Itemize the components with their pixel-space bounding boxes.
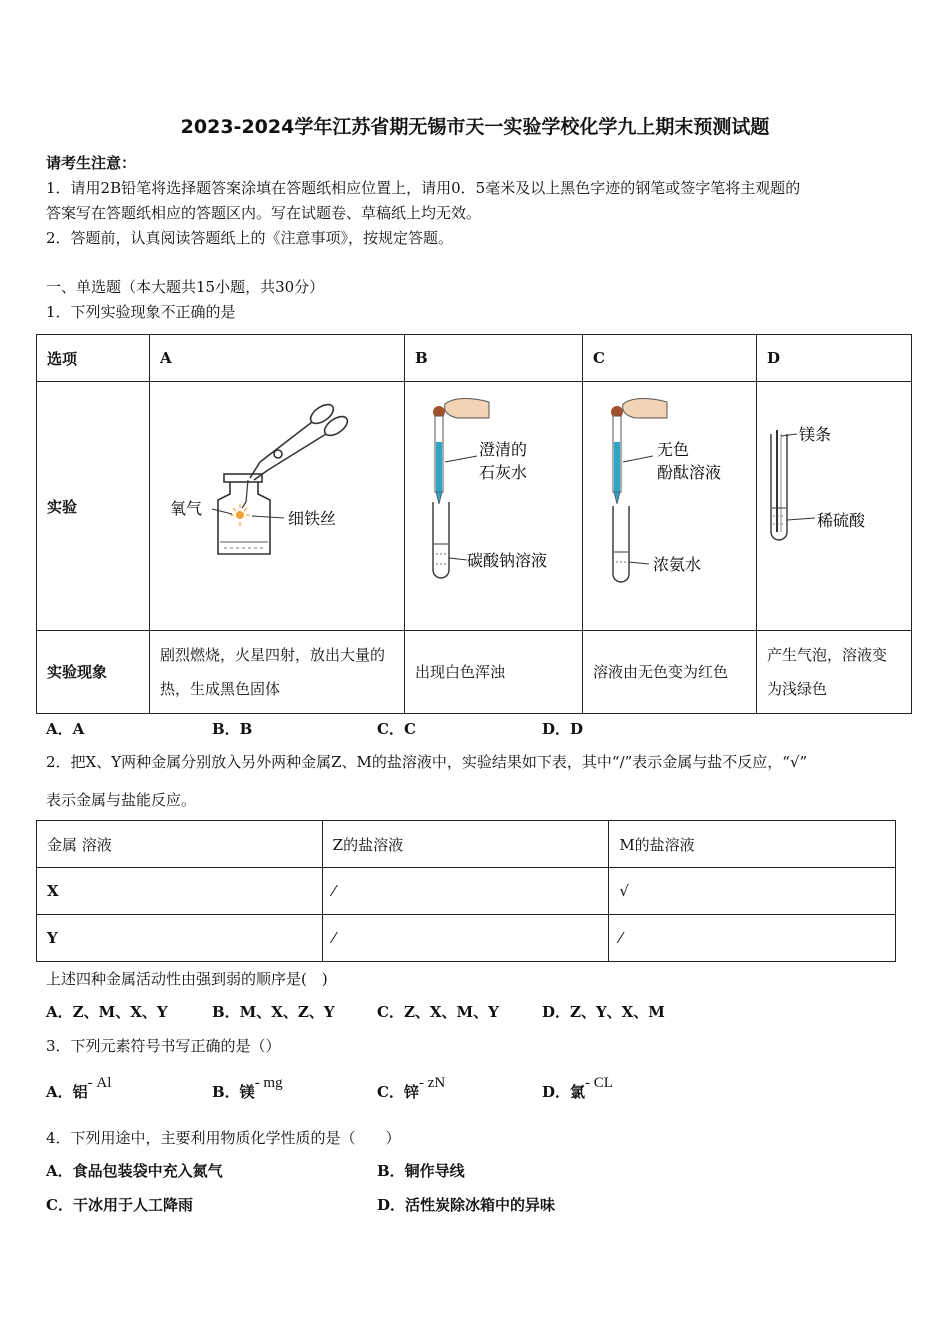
q2-cell-y-m: ⁄ — [609, 915, 896, 962]
q3-stem: 3．下列元素符号书写正确的是（） — [46, 1037, 281, 1055]
q2-cell-x-z: ⁄ — [322, 868, 609, 915]
q2-row-y-label: Y — [37, 915, 323, 962]
q1-header-a: A — [150, 335, 405, 382]
q2-stem-2: 表示金属与盐能反应。 — [46, 791, 197, 809]
page-title: 2023-2024学年江苏省期无锡市天一实验学校化学九上期末预测试题 — [180, 116, 770, 138]
q4-option-d: D．活性炭除冰箱中的异味 — [377, 1196, 556, 1214]
notice-line-3: 2．答题前，认真阅读答题纸上的《注意事项》，按规定答题。 — [46, 229, 454, 247]
notice-line-2: 答案写在答题纸相应的答题区内。写在试题卷、草稿纸上均无效。 — [46, 204, 482, 222]
q1-phenomenon-b: 出现白色浑浊 — [405, 631, 583, 714]
label-colorless: 无色 — [657, 440, 690, 459]
q1-row-phenomenon-label: 实验现象 — [37, 631, 150, 714]
q2-stem-1: 2．把X、Y两种金属分别放入另外两种金属Z、M的盐溶液中，实验结果如下表，其中“/”表示金属与盐不反应，“√” — [46, 753, 808, 771]
q4-option-c: C．干冰用于人工降雨 — [46, 1196, 193, 1214]
q1-table — [36, 334, 912, 714]
q3-symbol-c: - zN — [418, 1075, 446, 1091]
q1-phenomenon-c: 溶液由无色变为红色 — [583, 631, 757, 714]
label-oxygen: 氧气 — [170, 499, 203, 518]
q2-option-c: C．Z、X、M、Y — [377, 1003, 499, 1021]
q3-symbol-a: - Al — [87, 1075, 112, 1091]
label-dilute-sulfuric: 稀硫酸 — [817, 511, 866, 530]
q1-diagram-b — [405, 382, 583, 631]
q2-table — [36, 820, 896, 962]
q1-stem: 1．下列实验现象不正确的是 — [46, 303, 236, 321]
q2-option-b: B．M、X、Z、Y — [212, 1003, 335, 1021]
q2-header-z: Z的盐溶液 — [322, 821, 609, 868]
q1-header-d: D — [757, 335, 912, 382]
label-phenolphthalein: 酚酞溶液 — [657, 463, 722, 482]
q1-phenomenon-a: 剧烈燃烧，火星四射，放出大量的热，生成黑色固体 — [150, 631, 405, 714]
q1-option-d: D．D — [542, 720, 584, 738]
q1-row-experiment-label: 实验 — [37, 382, 150, 631]
q3-option-d: D．氯$^{- CL}$ — [542, 1075, 613, 1101]
q2-question: 上述四种金属活动性由强到弱的顺序是( ) — [46, 970, 328, 988]
label-limewater-1: 澄清的 — [479, 440, 528, 459]
q2-header-m: M的盐溶液 — [609, 821, 896, 868]
q1-option-c: C．C — [377, 720, 416, 738]
magnesium-acid-diagram — [757, 382, 911, 626]
q4-option-b: B．铜作导线 — [377, 1162, 465, 1180]
q1-header-b: B — [405, 335, 583, 382]
label-magnesium: 镁条 — [799, 425, 832, 444]
q3-option-a: A．铝$^{- Al}$ — [46, 1075, 112, 1101]
q3-option-c: C．锌$^{- zN}$ — [377, 1075, 446, 1101]
label-ammonia: 浓氨水 — [653, 555, 702, 574]
q2-cell-x-m: √ — [609, 868, 896, 915]
q4-option-a: A．食品包装袋中充入氮气 — [46, 1162, 223, 1180]
q1-header-option: 选项 — [37, 335, 150, 382]
q1-option-a: A．A — [46, 720, 85, 738]
phenolphthalein-dropper-diagram — [583, 382, 756, 626]
q2-row-x-label: X — [37, 868, 323, 915]
label-iron-wire: 细铁丝 — [288, 509, 337, 528]
q2-option-d: D．Z、Y、X、M — [542, 1003, 665, 1021]
q3-symbol-b: - mg — [254, 1075, 283, 1091]
q3-symbol-d: - CL — [585, 1075, 613, 1091]
label-sodium-carbonate: 碳酸钠溶液 — [467, 551, 548, 570]
q2-header-metal: 金属 溶液 — [37, 821, 323, 868]
q1-diagram-c — [583, 382, 757, 631]
limewater-dropper-diagram — [405, 382, 582, 626]
iron-wire-combustion-diagram — [150, 382, 404, 626]
q2-cell-y-z: ⁄ — [322, 915, 609, 962]
q1-header-c: C — [583, 335, 757, 382]
q1-option-b: B．B — [212, 720, 253, 738]
notice-heading: 请考生注意： — [46, 154, 137, 172]
q2-option-a: A．Z、M、X、Y — [46, 1003, 168, 1021]
q1-diagram-a — [150, 382, 405, 631]
q1-phenomenon-d: 产生气泡，溶液变为浅绿色 — [757, 631, 912, 714]
section-heading: 一、单选题（本大题共15小题，共30分） — [46, 278, 325, 296]
q3-option-b: B．镁$^{- mg}$ — [212, 1075, 283, 1101]
notice-line-1: 1．请用2B铅笔将选择题答案涂填在答题纸相应位置上，请用0．5毫米及以上黑色字迹的钢笔或签字笔将主观题的 — [46, 179, 801, 197]
q4-stem: 4．下列用途中，主要利用物质化学性质的是（ ） — [46, 1129, 401, 1147]
q1-diagram-d — [757, 382, 912, 631]
label-limewater-2: 石灰水 — [479, 463, 528, 482]
